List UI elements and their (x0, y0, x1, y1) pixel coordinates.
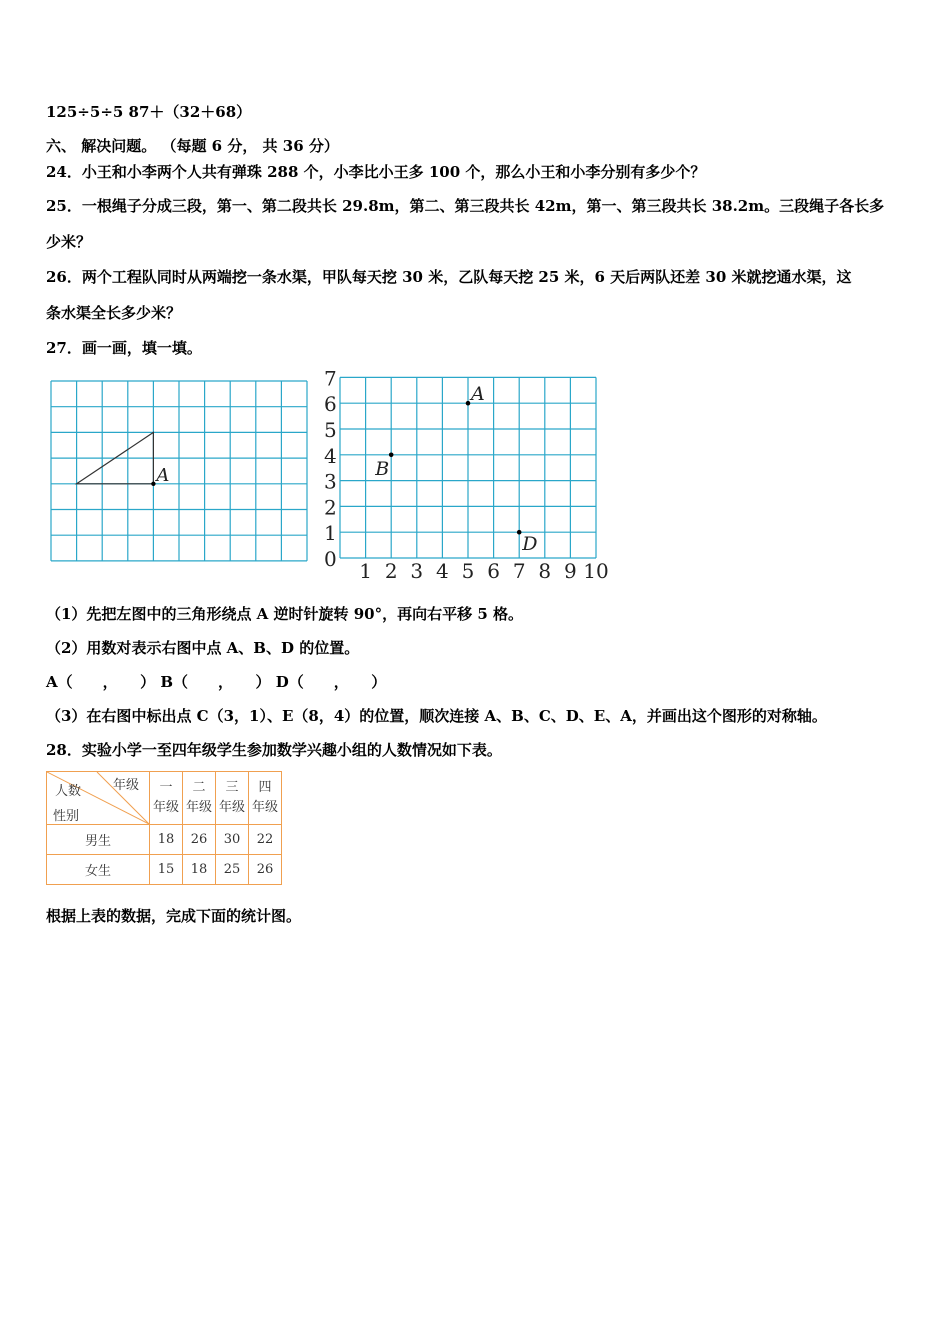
x-tick-label: 4 (436, 559, 449, 583)
y-tick-label: 7 (324, 366, 337, 391)
question-26: 26．两个工程队同时从两端挖一条水渠，甲队每天挖 30 米，乙队每天挖 25 米，6 天后两队还差 30 米就挖通水渠，这 (46, 268, 852, 286)
table-cell: 26 (183, 825, 216, 855)
grade-header: 四 年级 (249, 772, 282, 825)
footer-instruction: 根据上表的数据，完成下面的统计图。 (46, 907, 302, 925)
table-cell: 15 (150, 855, 183, 885)
grade-header: 三 年级 (216, 772, 249, 825)
question-27-part2: （2）用数对表示右图中点 A、B、D 的位置。 (46, 639, 360, 657)
row-label-boys: 男生 (47, 825, 150, 855)
x-tick-label: 10 (583, 559, 609, 583)
table-cell: 26 (249, 855, 282, 885)
calc-line: 125÷5÷5 87＋（32＋68） (46, 103, 252, 121)
y-tick-label: 6 (324, 392, 337, 417)
left-grid-lines (51, 381, 307, 561)
y-tick-label: 3 (324, 469, 337, 494)
question-27-part1: （1）先把左图中的三角形绕点 A 逆时针旋转 90°，再向右平移 5 格。 (46, 605, 523, 623)
point-a-dot (466, 401, 471, 406)
y-tick-label: 5 (324, 418, 337, 442)
left-grid (50, 380, 310, 564)
x-tick-label: 6 (487, 559, 500, 583)
question-28: 28．实验小学一至四年级学生参加数学兴趣小组的人数情况如下表。 (46, 741, 502, 759)
question-27-part3: （3）在右图中标出点 C（3，1）、E（8，4）的位置，顺次连接 A、B、C、D、E、A，并画出这个图形的对称轴。 (46, 707, 827, 725)
y-tick-label: 2 (324, 495, 337, 520)
point-a-label: A (471, 383, 485, 406)
question-24: 24．小王和小李两个人共有弹珠 288 个，小李比小王多 100 个，那么小王和小李分别有多少个？ (46, 163, 706, 181)
question-25: 25．一根绳子分成三段，第一、第二段共长 29.8m，第二、第三段共长 42m，第一、第三段共长 38.2m。三段绳子各长多 (46, 197, 885, 215)
x-tick-label: 3 (410, 559, 424, 583)
table-cell: 22 (249, 825, 282, 855)
corner-grade-label: 年级 (113, 778, 140, 793)
point-d-dot (517, 530, 522, 535)
x-tick-label: 5 (461, 559, 475, 583)
coordinate-grid (318, 366, 618, 586)
table-cell: 30 (216, 825, 249, 855)
x-tick-label: 1 (359, 559, 372, 583)
row-label-girls: 女生 (47, 855, 150, 885)
answer-blanks: A（ ， ） B（ ， ） D（ ， ） (46, 673, 387, 691)
section-heading: 六、 解决问题。 （每题 6 分， 共 36 分） (46, 137, 339, 155)
x-tick-label: 8 (538, 559, 552, 583)
x-tick-label: 2 (384, 559, 398, 583)
x-tick-label: 9 (564, 559, 577, 583)
y-tick-label: 1 (324, 521, 337, 546)
question-26-cont: 条水渠全长多少米？ (46, 304, 182, 322)
point-a-dot (151, 482, 155, 486)
point-d-label: D (522, 533, 538, 556)
table-cell: 25 (216, 855, 249, 885)
point-a-label: A (156, 464, 170, 486)
interest-group-table (46, 771, 282, 885)
grade-header: 一 年级 (150, 772, 183, 825)
corner-count-label: 人数 (55, 784, 82, 799)
coordinate-tick-labels (324, 366, 609, 583)
question-27: 27．画一画，填一填。 (46, 339, 202, 357)
point-b-dot (389, 453, 394, 458)
grade-header: 二 年级 (183, 772, 216, 825)
y-tick-label: 4 (324, 443, 337, 468)
y-tick-label: 0 (324, 547, 337, 571)
x-tick-label: 7 (512, 559, 526, 583)
table-corner-cell (47, 772, 150, 825)
question-25-cont: 少米？ (46, 233, 92, 251)
table-cell: 18 (183, 855, 216, 885)
corner-gender-label: 性别 (53, 809, 80, 824)
table-cell: 18 (150, 825, 183, 855)
point-b-label: B (375, 457, 390, 480)
coordinate-points (374, 383, 537, 555)
